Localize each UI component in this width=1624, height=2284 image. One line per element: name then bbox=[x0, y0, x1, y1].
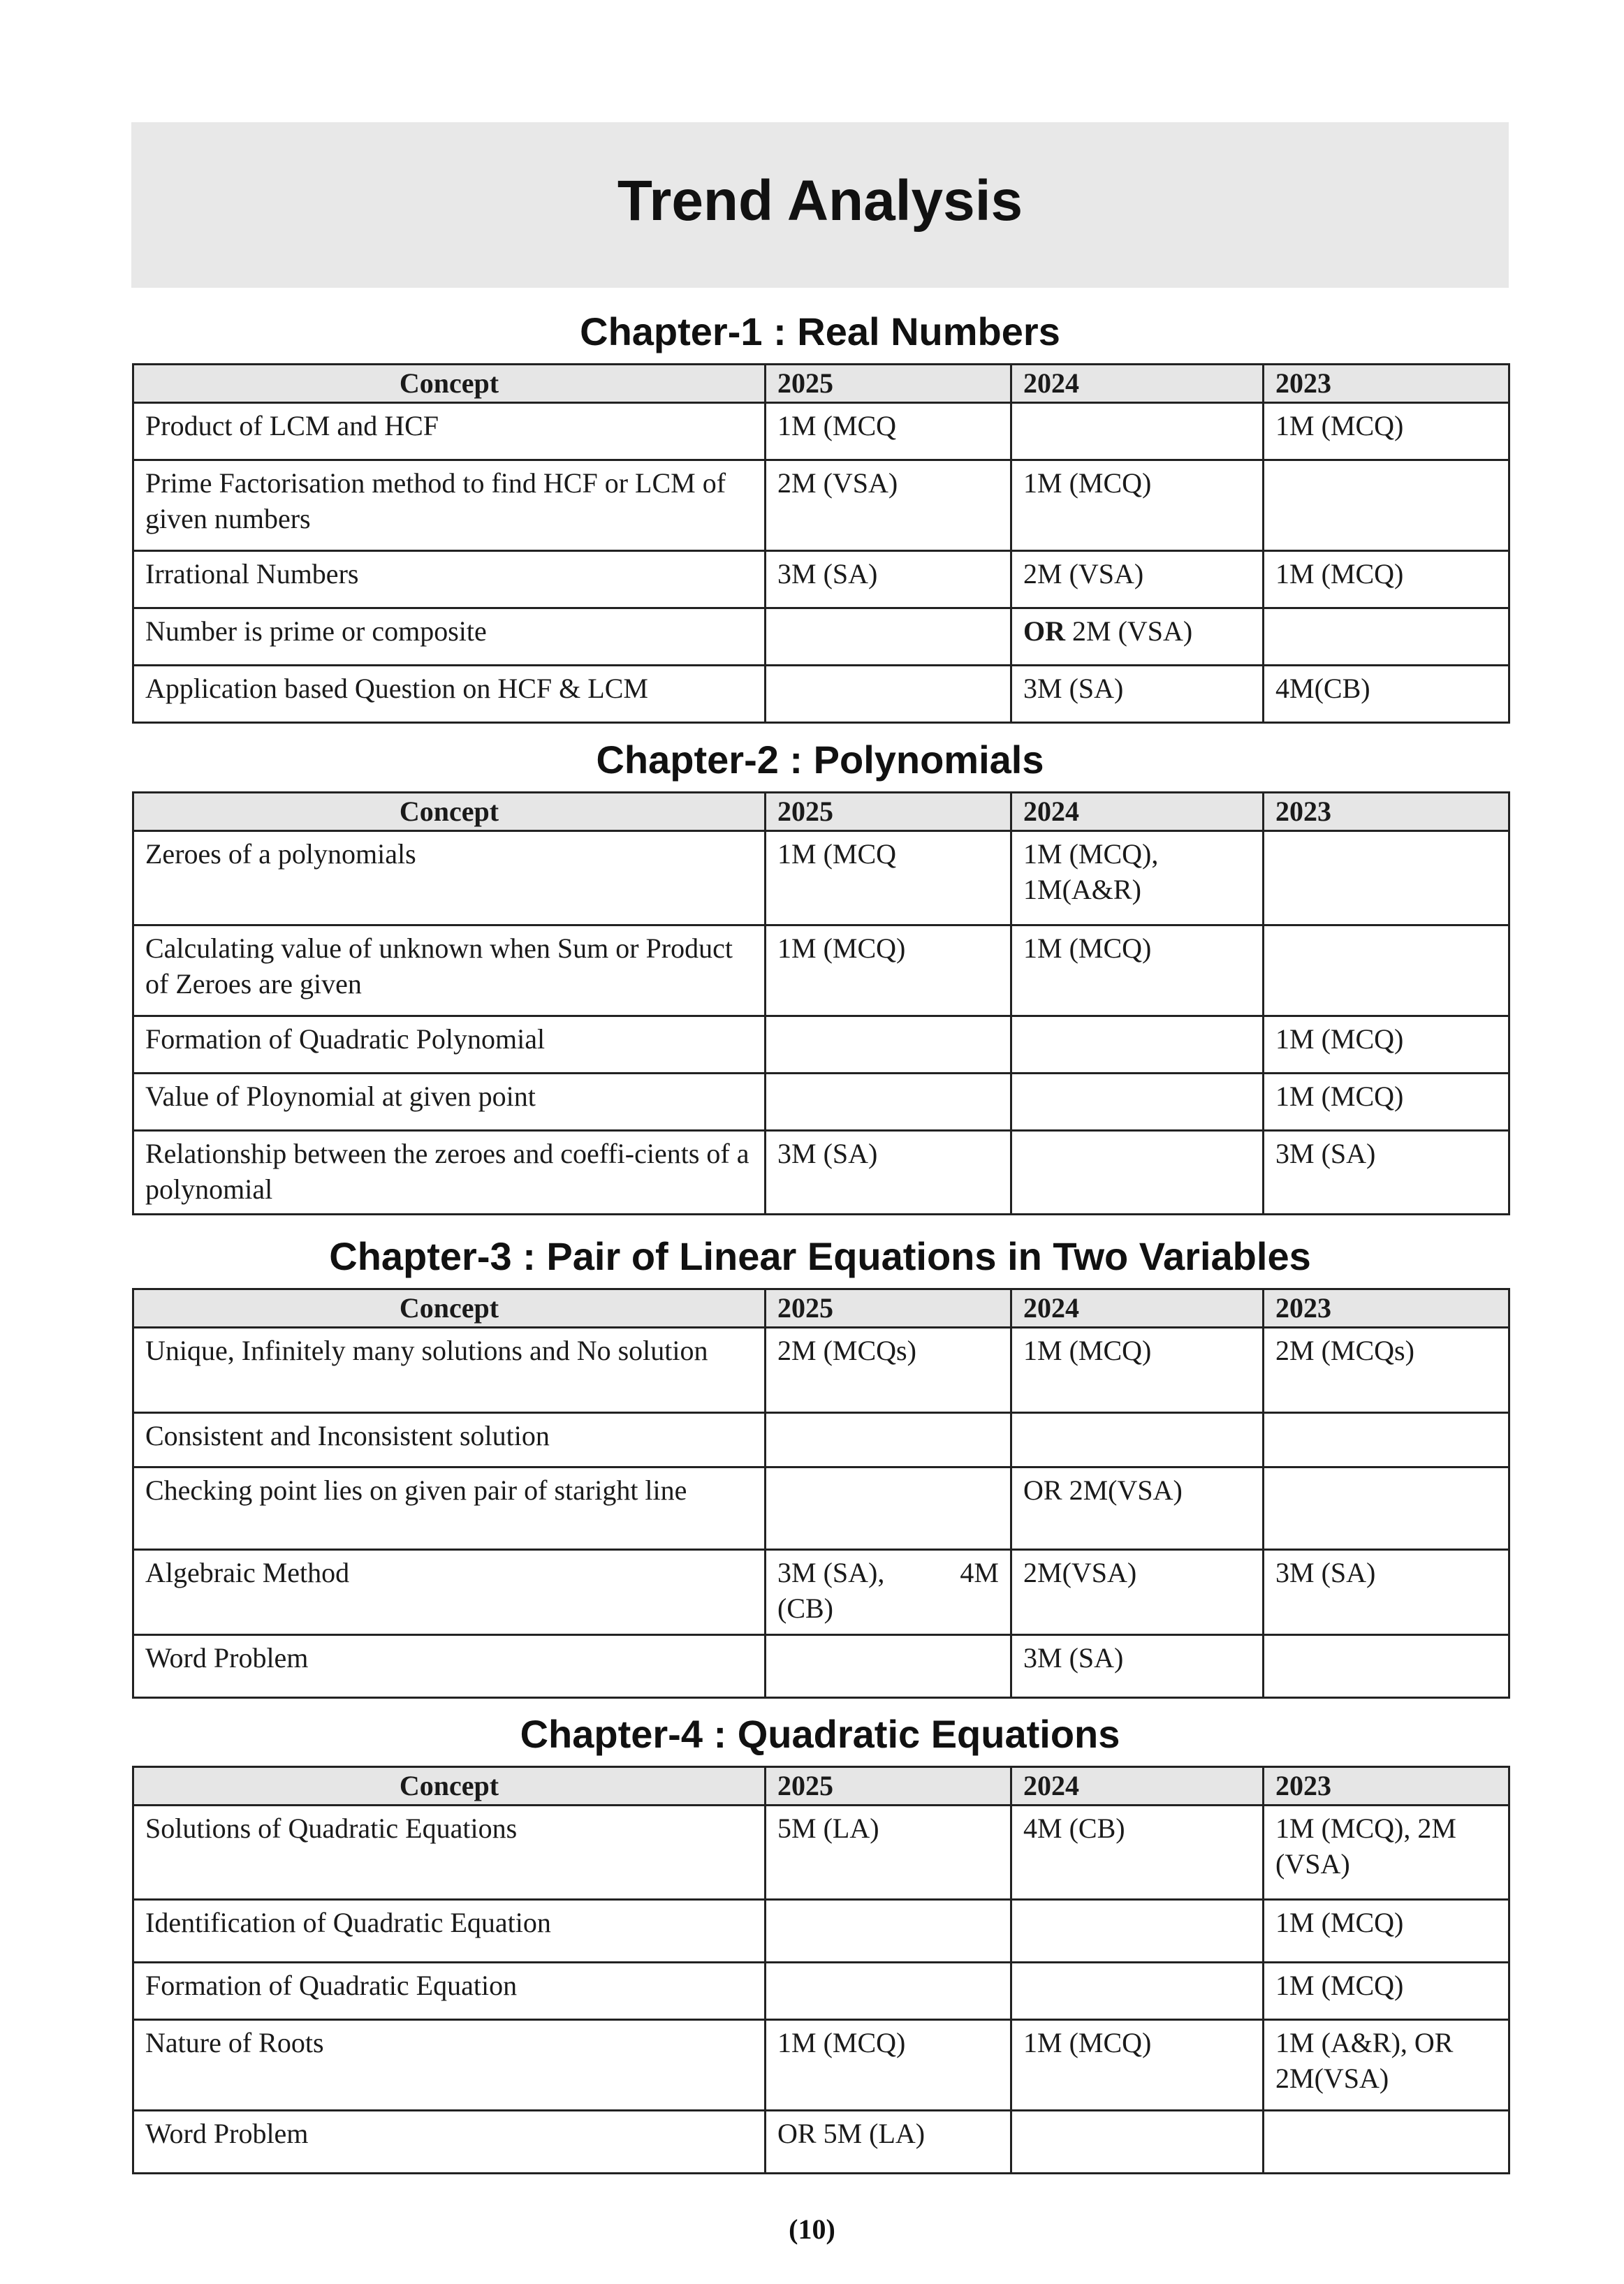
chapter-title: Chapter-3 : Pair of Linear Equations in Two Variables bbox=[329, 1234, 1311, 1278]
marks-cell: 2M (MCQs) bbox=[1264, 1328, 1509, 1413]
marks-cell bbox=[1011, 1963, 1264, 2020]
concept-cell: Calculating value of unknown when Sum or Product of Zeroes are given bbox=[133, 925, 766, 1016]
trend-table bbox=[132, 791, 1510, 1215]
marks-text: (CB) bbox=[777, 1593, 833, 1624]
column-header-concept: Concept bbox=[133, 1767, 766, 1806]
column-header-year: 2025 bbox=[766, 365, 1011, 403]
table-row bbox=[133, 608, 1509, 666]
table-header-row bbox=[133, 793, 1509, 831]
concept-cell: Formation of Quadratic Polynomial bbox=[133, 1016, 766, 1074]
column-header-year: 2023 bbox=[1264, 1767, 1509, 1806]
marks-cell: 1M (MCQ) bbox=[766, 925, 1011, 1016]
marks-cell: 3M (SA) bbox=[1011, 666, 1264, 723]
marks-cell: 1M (MCQ) bbox=[1011, 925, 1264, 1016]
marks-cell: OR 5M (LA) bbox=[766, 2111, 1011, 2174]
concept-cell: Solutions of Quadratic Equations bbox=[133, 1806, 766, 1900]
marks-cell bbox=[766, 1413, 1011, 1467]
concept-cell: Application based Question on HCF & LCM bbox=[133, 666, 766, 723]
marks-cell: 1M (MCQ) bbox=[766, 2020, 1011, 2111]
table-row bbox=[133, 1016, 1509, 1074]
marks-cell bbox=[766, 1074, 1011, 1131]
column-header-year: 2023 bbox=[1264, 365, 1509, 403]
concept-cell: Identification of Quadratic Equation bbox=[133, 1900, 766, 1963]
concept-cell: Nature of Roots bbox=[133, 2020, 766, 2111]
marks-cell bbox=[1011, 403, 1264, 460]
table-row bbox=[133, 1963, 1509, 2020]
marks-cell: OR 2M(VSA) bbox=[1011, 1467, 1264, 1550]
marks-text: 3M (SA), bbox=[777, 1557, 885, 1588]
table-row bbox=[133, 1413, 1509, 1467]
marks-cell bbox=[766, 1016, 1011, 1074]
chapter-title: Chapter-2 : Polynomials bbox=[596, 738, 1044, 782]
marks-cell: 2M (VSA) bbox=[766, 460, 1011, 551]
table-row bbox=[133, 666, 1509, 723]
marks-cell: 3M (SA) bbox=[1264, 1550, 1509, 1635]
table-row bbox=[133, 460, 1509, 551]
table-row bbox=[133, 551, 1509, 608]
table-row bbox=[133, 1900, 1509, 1963]
table-row bbox=[133, 403, 1509, 460]
concept-cell: Consistent and Inconsistent solution bbox=[133, 1413, 766, 1467]
table-row bbox=[133, 1074, 1509, 1131]
marks-cell bbox=[1264, 925, 1509, 1016]
marks-text: 4M bbox=[960, 1557, 999, 1588]
title-banner bbox=[131, 122, 1509, 288]
marks-cell: 1M (MCQ) bbox=[1264, 1016, 1509, 1074]
marks-cell bbox=[1264, 460, 1509, 551]
marks-cell bbox=[766, 1963, 1011, 2020]
marks-cell bbox=[1264, 1635, 1509, 1698]
marks-cell: 1M (MCQ) bbox=[1264, 1074, 1509, 1131]
trend-table bbox=[132, 363, 1510, 724]
column-header-year: 2025 bbox=[766, 1289, 1011, 1328]
marks-cell bbox=[766, 666, 1011, 723]
table-row bbox=[133, 925, 1509, 1016]
marks-cell: 1M (MCQ bbox=[766, 831, 1011, 925]
marks-cell bbox=[1264, 1467, 1509, 1550]
column-header-year: 2024 bbox=[1011, 1289, 1264, 1328]
marks-cell: 1M (MCQ) bbox=[1011, 1328, 1264, 1413]
chapter-title: Chapter-1 : Real Numbers bbox=[580, 309, 1060, 353]
concept-cell: Relationship between the zeroes and coeffi-cients of a polynomial bbox=[133, 1131, 766, 1215]
table-header-row bbox=[133, 365, 1509, 403]
table-row bbox=[133, 2111, 1509, 2174]
concept-cell: Word Problem bbox=[133, 2111, 766, 2174]
column-header-concept: Concept bbox=[133, 793, 766, 831]
table-header-row bbox=[133, 1767, 1509, 1806]
column-header-year: 2025 bbox=[766, 1767, 1011, 1806]
concept-cell: Prime Factorisation method to find HCF or LCM of given numbers bbox=[133, 460, 766, 551]
marks-cell bbox=[1264, 2111, 1509, 2174]
marks-cell: 1M (MCQ bbox=[766, 403, 1011, 460]
table-row bbox=[133, 831, 1509, 925]
concept-cell: Zeroes of a polynomials bbox=[133, 831, 766, 925]
marks-cell bbox=[1264, 831, 1509, 925]
marks-line bbox=[777, 1555, 999, 1590]
marks-cell: 2M (MCQs) bbox=[766, 1328, 1011, 1413]
concept-cell: Word Problem bbox=[133, 1635, 766, 1698]
column-header-year: 2024 bbox=[1011, 793, 1264, 831]
marks-cell: 1M (MCQ), 1M(A&R) bbox=[1011, 831, 1264, 925]
page-title: Trend Analysis bbox=[617, 169, 1023, 233]
column-header-year: 2023 bbox=[1264, 1289, 1509, 1328]
column-header-concept: Concept bbox=[133, 1289, 766, 1328]
marks-cell: 3M (SA) bbox=[766, 551, 1011, 608]
column-header-year: 2025 bbox=[766, 793, 1011, 831]
table-row bbox=[133, 1131, 1509, 1215]
concept-cell: Checking point lies on given pair of staright line bbox=[133, 1467, 766, 1550]
marks-cell bbox=[1011, 608, 1264, 666]
marks-cell bbox=[1011, 2111, 1264, 2174]
column-header-year: 2024 bbox=[1011, 1767, 1264, 1806]
marks-cell: 1M (MCQ) bbox=[1264, 1900, 1509, 1963]
marks-cell bbox=[1011, 1016, 1264, 1074]
marks-cell bbox=[1011, 1900, 1264, 1963]
marks-cell: 3M (SA) bbox=[766, 1131, 1011, 1215]
trend-table bbox=[132, 1766, 1510, 2174]
column-header-concept: Concept bbox=[133, 365, 766, 403]
concept-cell: Irrational Numbers bbox=[133, 551, 766, 608]
marks-cell: 4M (CB) bbox=[1011, 1806, 1264, 1900]
concept-cell: Algebraic Method bbox=[133, 1550, 766, 1635]
trend-table bbox=[132, 1288, 1510, 1699]
marks-cell bbox=[1011, 1074, 1264, 1131]
or-label: OR bbox=[1023, 615, 1065, 647]
marks-cell bbox=[1011, 1413, 1264, 1467]
marks-cell: 2M (VSA) bbox=[1011, 551, 1264, 608]
marks-cell: 5M (LA) bbox=[766, 1806, 1011, 1900]
marks-cell: 3M (SA) bbox=[1011, 1635, 1264, 1698]
table-row bbox=[133, 1467, 1509, 1550]
marks-cell: 4M(CB) bbox=[1264, 666, 1509, 723]
marks-cell: 2M(VSA) bbox=[1011, 1550, 1264, 1635]
marks-cell: 1M (MCQ), 2M (VSA) bbox=[1264, 1806, 1509, 1900]
marks-cell: 1M (MCQ) bbox=[1264, 1963, 1509, 2020]
marks-cell bbox=[1264, 608, 1509, 666]
table-header-row bbox=[133, 1289, 1509, 1328]
page-number: (10) bbox=[789, 2213, 835, 2245]
chapter-title: Chapter-4 : Quadratic Equations bbox=[520, 1712, 1120, 1756]
marks-cell bbox=[766, 1635, 1011, 1698]
table-row bbox=[133, 1635, 1509, 1698]
column-header-year: 2024 bbox=[1011, 365, 1264, 403]
marks-cell bbox=[766, 1900, 1011, 1963]
concept-cell: Unique, Infinitely many solutions and No solution bbox=[133, 1328, 766, 1413]
marks-cell: 1M (MCQ) bbox=[1011, 2020, 1264, 2111]
column-header-year: 2023 bbox=[1264, 793, 1509, 831]
concept-cell: Number is prime or composite bbox=[133, 608, 766, 666]
marks-cell bbox=[766, 1550, 1011, 1635]
marks-cell: 1M (MCQ) bbox=[1264, 403, 1509, 460]
concept-cell: Value of Ploynomial at given point bbox=[133, 1074, 766, 1131]
marks-cell bbox=[766, 1467, 1011, 1550]
marks-cell bbox=[766, 608, 1011, 666]
table-row bbox=[133, 1550, 1509, 1635]
table-row bbox=[133, 1328, 1509, 1413]
marks-cell: 1M (MCQ) bbox=[1011, 460, 1264, 551]
table-row bbox=[133, 1806, 1509, 1900]
marks-text: 2M (VSA) bbox=[1065, 615, 1193, 647]
table-row bbox=[133, 2020, 1509, 2111]
marks-cell: 1M (MCQ) bbox=[1264, 551, 1509, 608]
marks-cell: 3M (SA) bbox=[1264, 1131, 1509, 1215]
concept-cell: Product of LCM and HCF bbox=[133, 403, 766, 460]
marks-cell bbox=[1264, 1413, 1509, 1467]
concept-cell: Formation of Quadratic Equation bbox=[133, 1963, 766, 2020]
marks-cell: 1M (A&R), OR 2M(VSA) bbox=[1264, 2020, 1509, 2111]
marks-cell bbox=[1011, 1131, 1264, 1215]
